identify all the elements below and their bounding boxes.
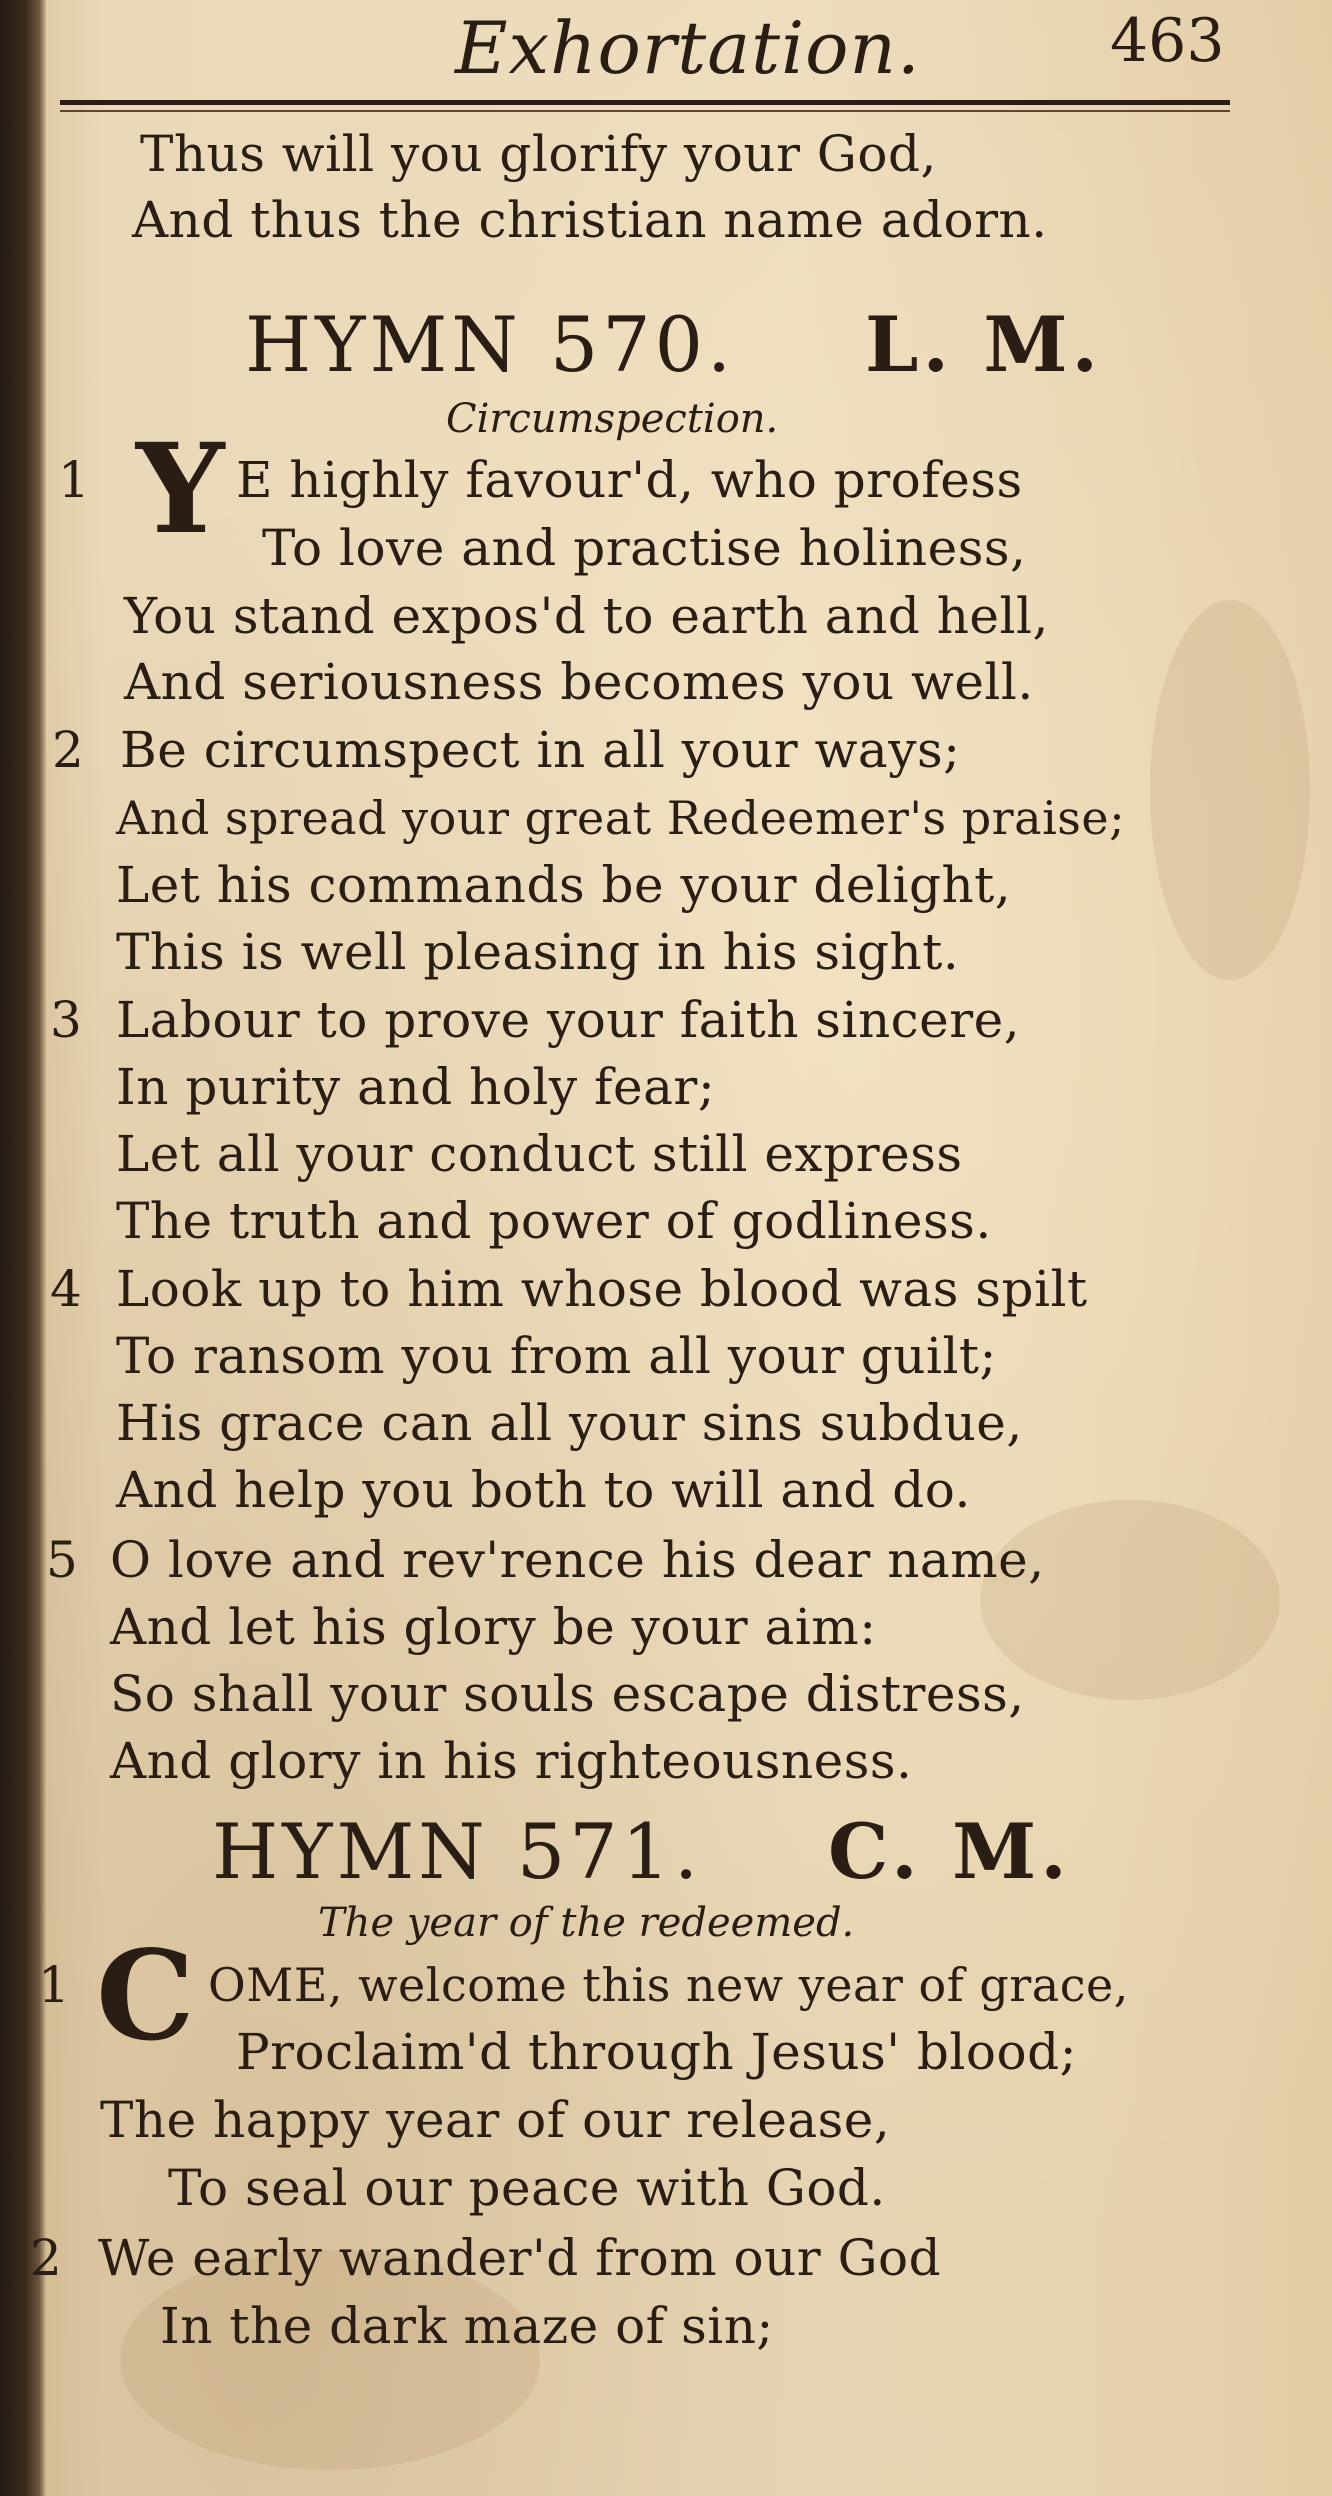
verse-number: 1 <box>38 1956 70 2014</box>
running-title: Exhortation. <box>455 6 921 90</box>
verse-number: 5 <box>46 1531 78 1589</box>
drop-capital: C <box>96 1924 195 2069</box>
drop-capital: Y <box>136 417 225 562</box>
paper-stain <box>1150 600 1310 980</box>
hymn-meter: L. M. <box>865 300 1102 389</box>
verse-line: And spread your great Redeemer's praise; <box>116 791 1126 845</box>
verse-number: 2 <box>30 2229 62 2287</box>
verse-line: E highly favour'd, who profess <box>236 451 1023 509</box>
verse-line: And seriousness becomes you well. <box>124 653 1034 711</box>
verse-line: To seal our peace with God. <box>168 2159 886 2217</box>
verse-line: In the dark maze of sin; <box>160 2297 774 2355</box>
verse-line: To love and practise holiness, <box>262 519 1027 577</box>
verse-line: This is well pleasing in his sight. <box>116 923 960 981</box>
verse-number: 1 <box>58 451 90 509</box>
verse-line: Look up to him whose blood was spilt <box>116 1260 1088 1318</box>
book-binding <box>0 0 46 2496</box>
verse-line: Let all your conduct still express <box>116 1125 963 1183</box>
verse-number: 3 <box>50 991 82 1049</box>
page-header <box>60 0 1260 95</box>
continuation-line: Thus will you glorify your God, <box>140 125 937 183</box>
verse-number: 2 <box>52 721 84 779</box>
verse-line: His grace can all your sins subdue, <box>116 1394 1023 1452</box>
verse-line: O love and rev'rence his dear name, <box>110 1531 1045 1589</box>
verse-line: The truth and power of godliness. <box>116 1192 992 1250</box>
verse-line: The happy year of our release, <box>100 2091 891 2149</box>
verse-line: OME, welcome this new year of grace, <box>208 1958 1129 2012</box>
hymn-title: HYMN 570. <box>245 300 736 389</box>
verse-line: In purity and holy fear; <box>116 1058 716 1116</box>
continuation-line: And thus the christian name adorn. <box>132 191 1048 249</box>
hymn-subtitle: Circumspection. <box>446 396 779 442</box>
header-rule <box>60 100 1230 105</box>
verse-line: Let his commands be your delight, <box>116 856 1012 914</box>
verse-line: We early wander'd from our God <box>98 2229 942 2287</box>
verse-line: You stand expos'd to earth and hell, <box>124 587 1049 645</box>
hymn-subtitle: The year of the redeemed. <box>318 1900 855 1946</box>
verse-line: Be circumspect in all your ways; <box>120 721 961 779</box>
verse-line: Proclaim'd through Jesus' blood; <box>236 2023 1077 2081</box>
verse-line: To ransom you from all your guilt; <box>116 1327 997 1385</box>
hymn-title: HYMN 571. <box>212 1807 703 1896</box>
verse-line: And glory in his righteousness. <box>110 1732 913 1790</box>
page-number: 463 <box>1110 6 1225 76</box>
verse-line: And let his glory be your aim: <box>110 1598 877 1656</box>
verse-line: So shall your souls escape distress, <box>110 1665 1025 1723</box>
verse-line: Labour to prove your faith sincere, <box>116 991 1021 1049</box>
verse-line: And help you both to will and do. <box>116 1461 971 1519</box>
hymn-meter: C. M. <box>828 1807 1071 1896</box>
verse-number: 4 <box>50 1260 82 1318</box>
header-rule-thin <box>60 110 1230 112</box>
